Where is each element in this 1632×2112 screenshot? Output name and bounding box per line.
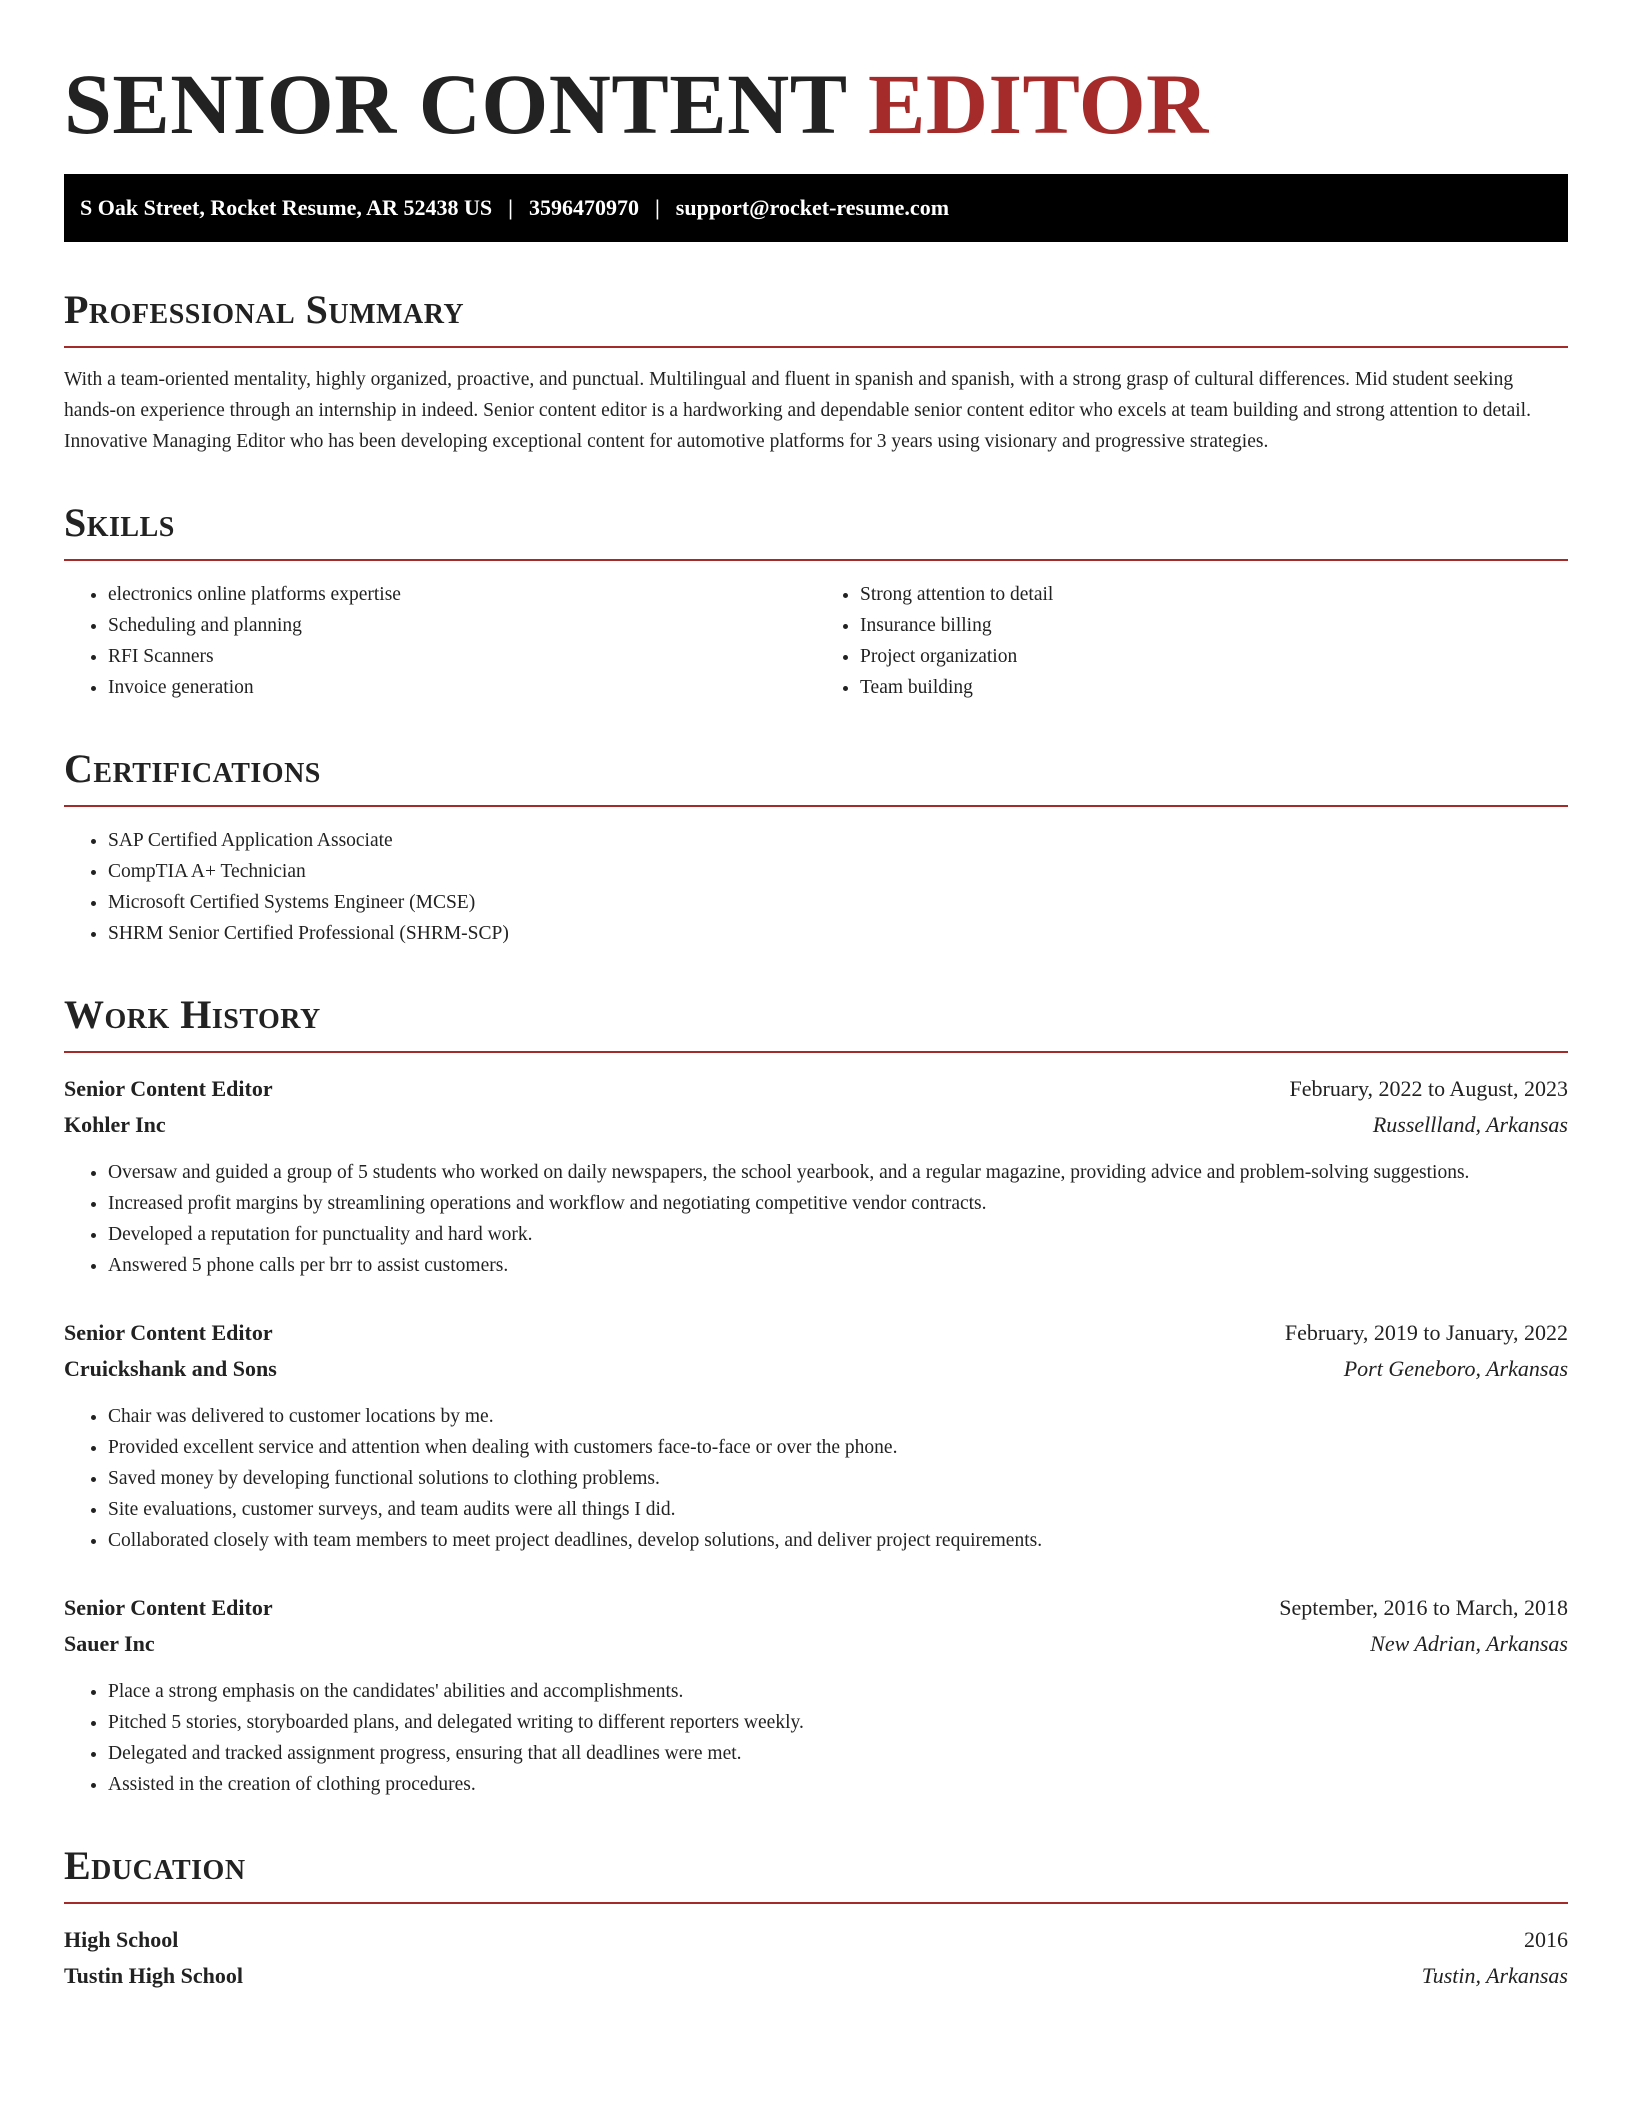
- skills-heading: Skills: [64, 501, 1568, 561]
- certifications-heading: Certifications: [64, 747, 1568, 807]
- education-entry: [64, 1922, 1568, 1994]
- skill-item: • Scheduling and planning: [108, 610, 816, 641]
- job-location: New Adrian, Arkansas: [1370, 1631, 1568, 1656]
- summary-text: With a team-oriented mentality, highly organized, proactive, and punctual. Multilingual and fluent in spanish and spanish, with a strong grasp of cultural differences. Mid student seeking hands-on experience through an internship in indeed. Senior content editor is a hardworking and dependable senior content editor who excels at team building and strong attention to detail. Innovative Managing Editor who has been developing exceptional content for automotive platforms for 3 years using visionary and progressive strategies.: [64, 369, 1531, 452]
- certification-item: • SHRM Senior Certified Professional (SHRM-SCP): [108, 918, 1568, 949]
- job-dates: February, 2022 to August, 2023: [1289, 1076, 1568, 1101]
- job-header-row: [64, 1590, 1568, 1626]
- job-bullet: • Site evaluations, customer surveys, and team audits were all things I did.: [108, 1494, 1568, 1525]
- job-company: Cruickshank and Sons: [64, 1356, 277, 1381]
- work-history-heading: Work History: [64, 993, 1568, 1053]
- job-company-row: [64, 1626, 1568, 1662]
- contact-address: S Oak Street, Rocket Resume, AR 52438 US: [80, 195, 493, 220]
- job-entry: [64, 1315, 1568, 1556]
- contact-email[interactable]: support@rocket-resume.com: [675, 195, 950, 220]
- resume-title: [64, 54, 1568, 154]
- education-school-row: [64, 1958, 1568, 1994]
- job-entry: [64, 1590, 1568, 1800]
- job-entry: [64, 1071, 1568, 1281]
- job-company: Kohler Inc: [64, 1112, 166, 1137]
- skill-item: • Project organization: [860, 641, 1568, 672]
- contact-separator: |: [508, 195, 513, 220]
- job-bullets: [64, 1676, 1568, 1800]
- education-degree-row: [64, 1922, 1568, 1958]
- education-heading: Education: [64, 1844, 1568, 1904]
- certification-item: • SAP Certified Application Associate: [108, 825, 1568, 856]
- contact-phone[interactable]: 3596470970: [528, 195, 639, 220]
- summary-section: [64, 288, 1568, 457]
- job-bullet: • Saved money by developing functional solutions to clothing problems.: [108, 1463, 1568, 1494]
- job-title: Senior Content Editor: [64, 1320, 273, 1345]
- education-location: Tustin, Arkansas: [1421, 1963, 1568, 1988]
- skills-grid: [64, 561, 1568, 703]
- skill-item: • Invoice generation: [108, 672, 816, 703]
- job-bullet: • Provided excellent service and attention when dealing with customers face-to-face or over the phone.: [108, 1432, 1568, 1463]
- job-bullet: • Assisted in the creation of clothing procedures.: [108, 1769, 1568, 1800]
- job-bullet: • Place a strong emphasis on the candidates' abilities and accomplishments.: [108, 1676, 1568, 1707]
- job-company-row: [64, 1351, 1568, 1387]
- education-school: Tustin High School: [64, 1963, 243, 1988]
- job-dates: February, 2019 to January, 2022: [1284, 1320, 1568, 1345]
- job-bullet: • Pitched 5 stories, storyboarded plans, and delegated writing to different reporters weekly.: [108, 1707, 1568, 1738]
- contact-separator: |: [654, 195, 660, 220]
- certification-item: • Microsoft Certified Systems Engineer (MCSE): [108, 887, 1568, 918]
- certifications-section: [64, 747, 1568, 949]
- job-bullet: • Collaborated closely with team members to meet project deadlines, develop solutions, and deliver project requirements.: [108, 1525, 1568, 1556]
- skill-item: • Team building: [860, 672, 1568, 703]
- job-bullet: • Answered 5 phone calls per brr to assist customers.: [108, 1250, 1568, 1281]
- job-bullets: [64, 1401, 1568, 1556]
- job-header-row: [64, 1315, 1568, 1351]
- skill-item: • RFI Scanners: [108, 641, 816, 672]
- job-title: Senior Content Editor: [64, 1595, 273, 1620]
- job-company-row: [64, 1107, 1568, 1143]
- title-main: SENIOR CONTENT: [64, 56, 847, 152]
- job-bullets: [64, 1157, 1568, 1281]
- job-bullet: • Delegated and tracked assignment progress, ensuring that all deadlines were met.: [108, 1738, 1568, 1769]
- job-bullet: • Chair was delivered to customer locations by me.: [108, 1401, 1568, 1432]
- title-accent: EDITOR: [868, 56, 1209, 152]
- summary-heading: Professional Summary: [64, 288, 1568, 348]
- job-company: Sauer Inc: [64, 1631, 155, 1656]
- job-location: Russellland, Arkansas: [1372, 1112, 1568, 1137]
- skills-section: [64, 501, 1568, 703]
- job-bullet: • Increased profit margins by streamlining operations and workflow and negotiating competitive vendor contracts.: [108, 1188, 1568, 1219]
- job-title: Senior Content Editor: [64, 1076, 273, 1101]
- skills-list-right: [816, 579, 1568, 703]
- job-bullet: • Developed a reputation for punctuality and hard work.: [108, 1219, 1568, 1250]
- job-bullet: • Oversaw and guided a group of 5 students who worked on daily newspapers, the school yearbook, and a regular magazine, providing advice and problem-solving suggestions.: [108, 1157, 1568, 1188]
- work-history-section: [64, 993, 1568, 1800]
- skills-list-left: [64, 579, 816, 703]
- education-section: [64, 1844, 1568, 1994]
- skill-item: • Insurance billing: [860, 610, 1568, 641]
- skill-item: • electronics online platforms expertise: [108, 579, 816, 610]
- contact-bar: [64, 174, 1568, 242]
- job-dates: September, 2016 to March, 2018: [1279, 1595, 1568, 1620]
- education-degree: High School: [64, 1927, 179, 1952]
- certifications-list: [64, 825, 1568, 949]
- certification-item: • CompTIA A+ Technician: [108, 856, 1568, 887]
- job-location: Port Geneboro, Arkansas: [1343, 1356, 1568, 1381]
- education-year: 2016: [1524, 1927, 1568, 1952]
- skill-item: • Strong attention to detail: [860, 579, 1568, 610]
- job-header-row: [64, 1071, 1568, 1107]
